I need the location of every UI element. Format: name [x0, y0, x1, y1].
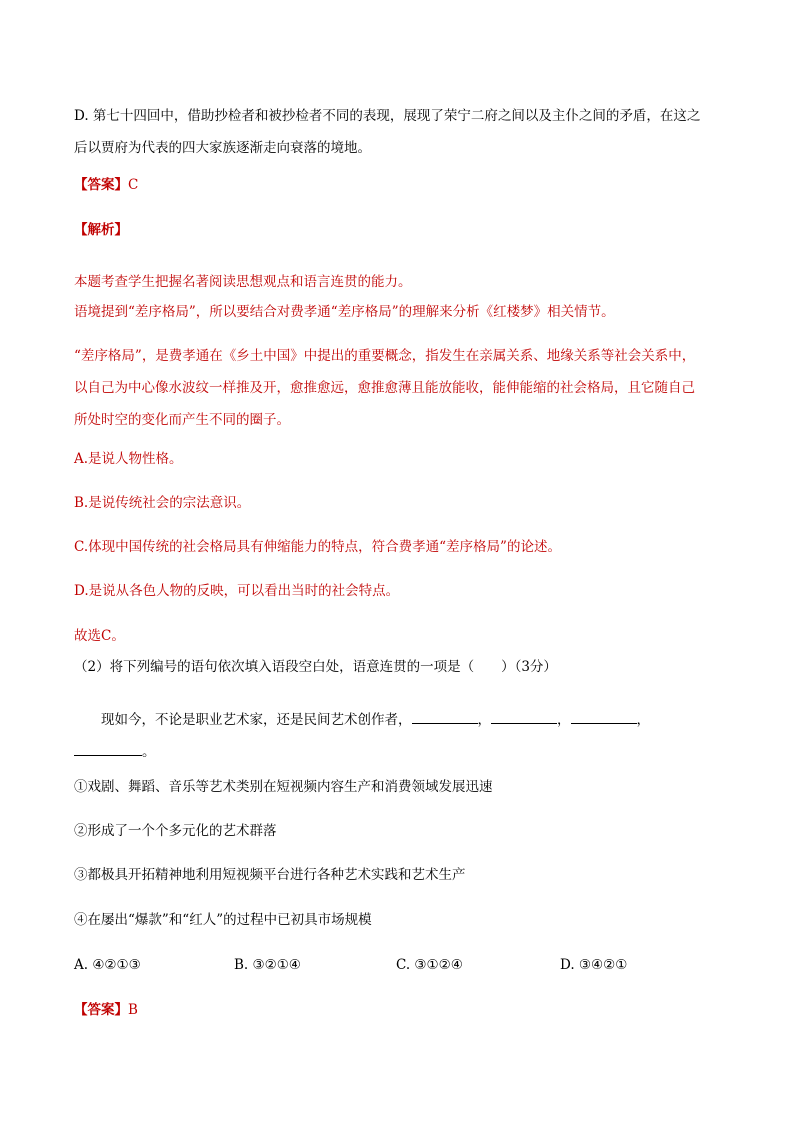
definition-line1: [74, 340, 724, 372]
comma-2: ，: [557, 712, 571, 728]
answer-label: 【答案】: [74, 1002, 128, 1018]
blank-2: [491, 709, 557, 724]
option-d-line2: 后以贾府为代表的四大家族逐渐走向衰落的境地。: [74, 140, 371, 156]
analysis-label: 【解析】: [74, 222, 128, 238]
explain-c: C.体现中国传统的社会格局具有伸缩能力的特点，符合费孝通“差序格局”的论述。: [74, 539, 561, 555]
explain-b: B.是说传统社会的宗法意识。: [74, 495, 251, 511]
answer-1: [74, 176, 724, 195]
passage-line2: [74, 736, 724, 768]
blank-1: [412, 709, 478, 724]
question-2-passage: [74, 704, 724, 768]
explain-d: D.是说从各色人物的反映，可以看出当时的社会特点。: [74, 583, 400, 599]
blank-3: [571, 709, 637, 724]
choice-text: 故选C。: [74, 628, 125, 644]
item-1: ①戏剧、舞蹈、音乐等艺术类别在短视频内容生产和消费领域发展迅速: [74, 779, 493, 795]
comma-1: ，: [477, 712, 491, 728]
answer-2: [74, 1001, 724, 1020]
passage-start: 现如今，不论是职业艺术家，还是民间艺术创作者，: [101, 712, 412, 728]
definition-line2: 以自己为中心像水波纹一样推及开，愈推愈远，愈推愈薄且能放能收，能伸能缩的社会格局，且它随自己: [74, 380, 695, 396]
option-d-paragraph: [74, 100, 724, 164]
passage-line1: [74, 704, 724, 736]
explain-a: A.是说人物性格。: [74, 451, 183, 467]
definition-line3: 所处时空的变化而产生不同的圈子。: [74, 412, 290, 428]
item-4: ④在屡出“爆款”和“红人”的过程中已初具市场规模: [74, 912, 372, 928]
definition-paragraph: [74, 340, 724, 436]
period: 。: [142, 744, 156, 760]
option-c: C. ③①②④: [396, 957, 463, 973]
item-2: ②形成了一个个多元化的艺术群落: [74, 823, 277, 839]
blank-4: [74, 741, 142, 756]
option-b: B. ③②①④: [234, 957, 301, 973]
option-d-line1: D. 第七十四回中，借助抄检者和被抄检者不同的表现，展现了荣宁二府之间以及主仆之间的矛盾，在这之: [74, 108, 701, 124]
analysis-intro: [74, 267, 724, 327]
answer-value: C: [128, 177, 139, 193]
question-2-stem: （2）将下列编号的语句依次填入语段空白处，语意连贯的一项是（ ）（3分）: [74, 659, 557, 675]
intro-line2: 语境提到“差序格局”，所以要结合对费孝通“差序格局”的理解来分析《红楼梦》相关情节。: [74, 304, 615, 320]
answer-label: 【答案】: [74, 177, 128, 193]
option-d: D. ③④②①: [560, 957, 628, 973]
answer-value: B: [128, 1002, 138, 1018]
definition-term: “差序格局”: [74, 348, 142, 364]
options-row: [74, 956, 724, 976]
analysis-heading: [74, 221, 724, 240]
option-a: A. ④②①③: [74, 957, 141, 973]
item-3: ③都极具开拓精神地利用短视频平台进行各种艺术实践和艺术生产: [74, 867, 466, 883]
definition-line1-rest: ，是费孝通在《乡土中国》中提出的重要概念，指发生在亲属关系、地缘关系等社会关系中，: [141, 348, 696, 364]
intro-line1: 本题考查学生把握名著阅读思想观点和语言连贯的能力。: [74, 274, 412, 290]
comma-3: ，: [636, 712, 650, 728]
